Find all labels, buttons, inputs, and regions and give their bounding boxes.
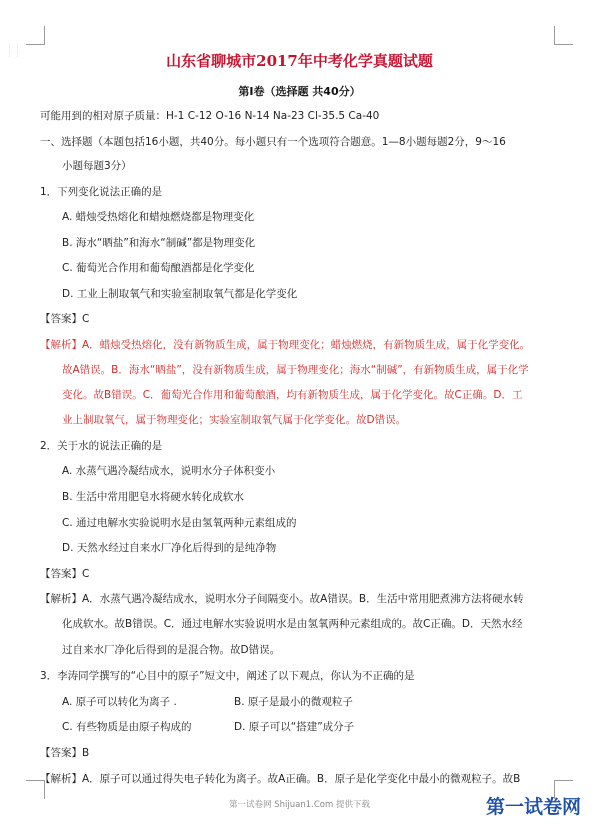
explanation-line: 变化。故B错误。C．葡萄光合作用和葡萄酿酒，均有新物质生成，属于化学变化。故C正确。D．工 [62, 389, 523, 401]
atomic-mass-line: 可能用到的相对原子质量：H-1 C-12 O-16 N-14 Na-23 Cl-35.5 Ca-40 [40, 110, 380, 122]
section-intro: 一、选择题（本题包括16小题，共40分。每小题只有一个选项符合题意。1—8小题每题2分，9～16 [40, 136, 506, 148]
answer-label: 【答案】B [40, 747, 90, 759]
explanation-line: 故A错误。B．海水“晒盐”，没有新物质生成，属于物理变化；海水“制碱”，有新物质生成，属于化学 [62, 364, 529, 376]
option-b: B. 生活中常用肥皂水将硬水转化成软水 [62, 491, 244, 503]
option-d: D. 工业上制取氧气和实验室制取氧气都是化学变化 [62, 288, 298, 300]
explanation-line: 过自来水厂净化后得到的是混合物。故D错误。 [62, 644, 281, 656]
answer-label: 【答案】C [40, 568, 90, 580]
option-b: B. 原子是最小的微观粒子 [234, 696, 353, 708]
question-stem: 1．下列变化说法正确的是 [40, 186, 163, 198]
drag-handle-icon[interactable]: ⋮⋮ ⋮⋮ [6, 43, 22, 58]
explanation-line: 【解析】A．水蒸气遇冷凝结成水，说明水分子间隔变小。故A错误。B．生活中常用肥煮沸方法将硬水转 [40, 593, 524, 605]
option-c: C. 通过电解水实验说明水是由氢氧两种元素组成的 [62, 517, 297, 529]
option-d: D. 原子可以“搭建”成分子 [234, 721, 355, 733]
option-c: C. 葡萄光合作用和葡萄酿酒都是化学变化 [62, 262, 255, 274]
option-a: A. 蜡烛受热熔化和蜡烛燃烧都是物理变化 [62, 211, 255, 223]
answer-label: 【答案】C [40, 313, 90, 325]
page-corner-mark [554, 26, 573, 45]
section-heading: 第Ⅰ卷（选择题 共40分） [238, 85, 361, 98]
option-a: A. 原子可以转化为离子 . [62, 696, 177, 708]
document-title: 山东省聊城市2017年中考化学真题试题 [166, 52, 433, 70]
explanation-line: 【解析】A．原子可以通过得失电子转化为离子。故A正确。B．原子是化学变化中最小的微观粒子。故B [40, 773, 521, 785]
option-b: B. 海水“晒盐”和海水“制碱”都是物理变化 [62, 237, 256, 249]
option-a: A. 水蒸气遇冷凝结成水，说明水分子体积变小 [62, 465, 276, 477]
question-stem: 3．李涛同学撰写的“心目中的原子”短文中，阐述了以下观点，你认为不正确的是 [40, 670, 415, 682]
page-footer: 第一试卷网 Shijuan1.Com 提供下载 [229, 800, 370, 810]
question-stem: 2．关于水的说法正确的是 [40, 440, 163, 452]
option-d: D. 天然水经过自来水厂净化后得到的是纯净物 [62, 542, 277, 554]
brand-watermark: 第一试卷网 [485, 796, 581, 818]
explanation-line: 【解析】A．蜡烛受热熔化，没有新物质生成，属于物理变化；蜡烛燃烧，有新物质生成，属于化学变化。 [40, 339, 531, 351]
explanation-line: 业上制取氧气，属于物理变化；实验室制取氧气属于化学变化。故D错误。 [62, 414, 407, 426]
section-intro: 小题每题3分） [62, 160, 132, 172]
explanation-line: 化成软水。故B错误。C．通过电解水实验说明水是由氢氧两种元素组成的。故C正确。D．天然水经 [62, 618, 523, 630]
page-corner-mark [26, 26, 45, 45]
option-c: C. 有些物质是由原子构成的 [62, 721, 192, 733]
